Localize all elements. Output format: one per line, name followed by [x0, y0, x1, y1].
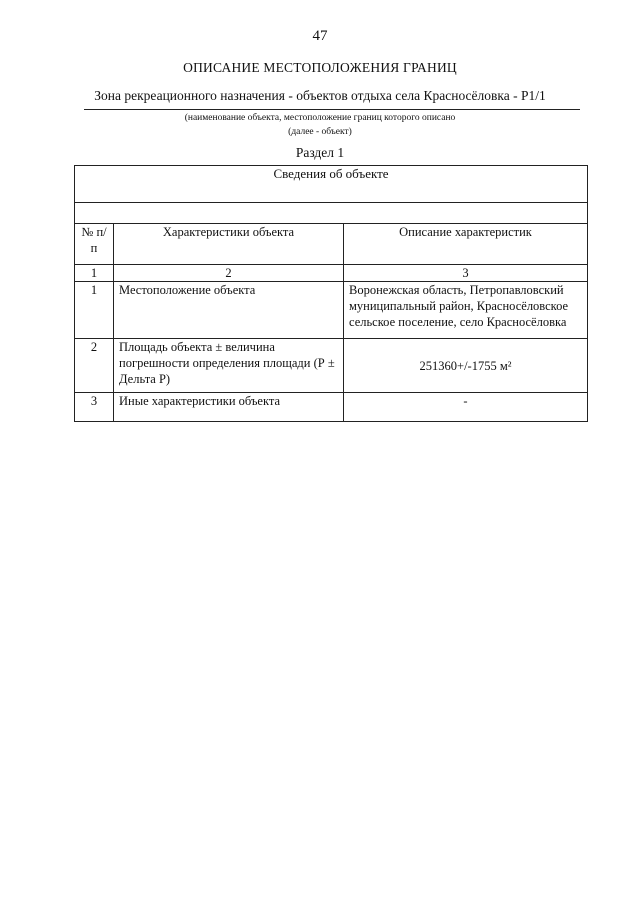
- table-row: [75, 393, 588, 422]
- index-cell: 3: [344, 265, 588, 282]
- row-characteristic: Местоположение объекта: [114, 282, 344, 339]
- row-num: 1: [75, 282, 114, 339]
- table-row: [75, 282, 588, 339]
- index-cell: 1: [75, 265, 114, 282]
- table-index-row: [75, 265, 588, 282]
- row-num: 3: [75, 393, 114, 422]
- zone-underline: [84, 109, 580, 110]
- zone-name: Зона рекреационного назначения - объектов отдыха села Красносёловка - Р1/1: [94, 88, 546, 103]
- row-num: 2: [75, 339, 114, 393]
- page-number: 47: [312, 28, 328, 44]
- table-title-row: [75, 166, 588, 203]
- row-description: 251360+/-1755 м²: [344, 339, 588, 393]
- table-row: [75, 339, 588, 393]
- header-num: № п/п: [75, 224, 114, 265]
- row-characteristic: Площадь объекта ± величина погрешности определения площади (Р ± Дельта Р): [114, 339, 344, 393]
- header-description: Описание характеристик: [344, 224, 588, 265]
- section-label: Раздел 1: [295, 145, 345, 160]
- document-title: ОПИСАНИЕ МЕСТОПОЛОЖЕНИЯ ГРАНИЦ: [183, 60, 457, 75]
- table-title: Сведения об объекте: [75, 166, 588, 203]
- object-info-table: [74, 165, 588, 422]
- row-description: -: [344, 393, 588, 422]
- table-header-row: [75, 224, 588, 265]
- header-characteristic: Характеристики объекта: [114, 224, 344, 265]
- table-blank-cell: [75, 203, 588, 224]
- object-caption-line2: (далее - объект): [288, 127, 352, 137]
- row-characteristic: Иные характеристики объекта: [114, 393, 344, 422]
- object-caption-line1: (наименование объекта, местоположение границ которого описано: [184, 113, 456, 123]
- row-description: Воронежская область, Петропавловский муниципальный район, Красносёловское сельское поселение, село Красносёловка: [344, 282, 588, 339]
- table-blank-row: [75, 203, 588, 224]
- index-cell: 2: [114, 265, 344, 282]
